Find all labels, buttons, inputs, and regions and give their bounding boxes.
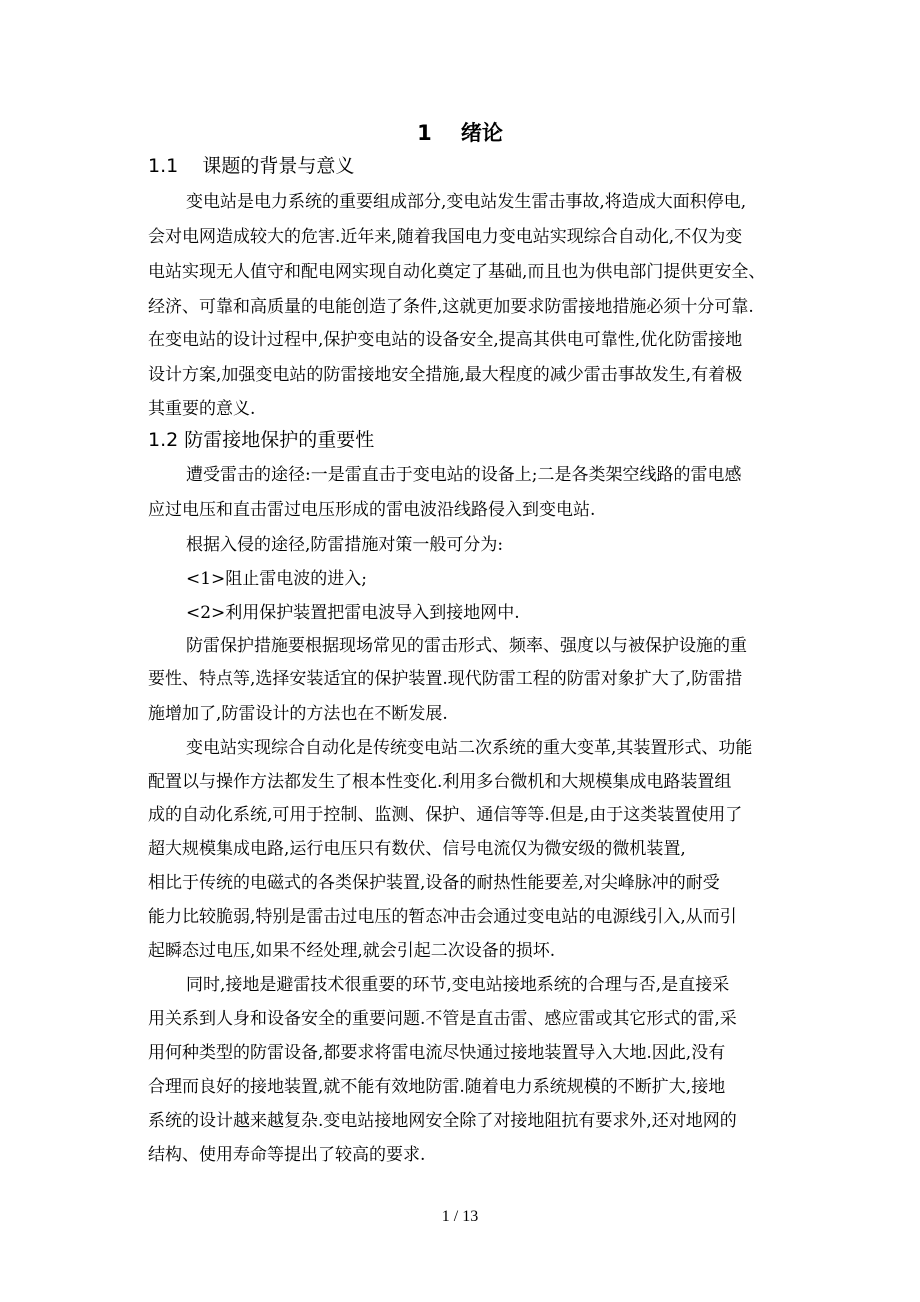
paragraph-line: 结构、使用寿命等提出了较高的要求. (148, 1145, 426, 1165)
paragraph-line: 用何种类型的防雷设备,都要求将雷电流尽快通过接地装置导入大地.因此,没有 (148, 1043, 726, 1063)
paragraph-line: <2>利用保护装置把雷电波导入到接地网中. (186, 603, 520, 623)
paragraph-line: 应过电压和直击雷过电压形成的雷电波沿线路侵入到变电站. (148, 500, 596, 520)
page-number: 1 / 13 (441, 1208, 479, 1225)
section-heading-1-1: 1.1 课题的背景与意义 (148, 155, 355, 177)
section-heading-1-2: 1.2 防雷接地保护的重要性 (148, 429, 375, 451)
paragraph-line: 其重要的意义. (148, 399, 256, 419)
paragraph-line: 经济、可靠和高质量的电能创造了条件,这就更加要求防雷接地措施必须十分可靠. (148, 297, 754, 317)
paragraph-line: 根据入侵的途径,防雷措施对策一般可分为: (186, 535, 504, 555)
paragraph-line: 相比于传统的电磁式的各类保护装置,设备的耐热性能要差,对尖峰脉冲的耐受 (148, 873, 720, 893)
paragraph-line: 电站实现无人值守和配电网实现自动化奠定了基础,而且也为供电部门提供更安全、 (148, 262, 766, 282)
paragraph-line: 用关系到人身和设备安全的重要问题.不管是直击雷、感应雷或其它形式的雷,采 (148, 1009, 737, 1029)
paragraph-line: 能力比较脆弱,特别是雷击过电压的暂态冲击会通过变电站的电源线引入,从而引 (148, 907, 737, 927)
paragraph-line: 设计方案,加强变电站的防雷接地安全措施,最大程度的减少雷击事故发生,有着极 (148, 365, 743, 385)
paragraph-line: 施增加了,防雷设计的方法也在不断发展. (148, 704, 448, 724)
paragraph-line: 成的自动化系统,可用于控制、监测、保护、通信等等.但是,由于这类装置使用了 (148, 805, 743, 825)
paragraph-line: 超大规模集成电路,运行电压只有数伏、信号电流仅为微安级的微机装置, (148, 839, 686, 859)
paragraph-line: 变电站是电力系统的重要组成部分,变电站发生雷击事故,将造成大面积停电, (186, 192, 747, 212)
paragraph-line: 系统的设计越来越复杂.变电站接地网安全除了对接地阻抗有要求外,还对地网的 (148, 1111, 737, 1131)
paragraph-line: 防雷保护措施要根据现场常见的雷击形式、频率、强度以与被保护设施的重 (186, 636, 747, 656)
paragraph-line: 配置以与操作方法都发生了根本性变化.利用多台微机和大规模集成电路装置组 (148, 772, 732, 792)
paragraph-line: 同时,接地是避雷技术很重要的环节,变电站接地系统的合理与否,是直接采 (186, 975, 730, 995)
paragraph-line: 合理而良好的接地装置,就不能有效地防雷.随着电力系统规模的不断扩大,接地 (148, 1077, 726, 1097)
paragraph-line: <1>阻止雷电波的进入; (186, 569, 368, 589)
paragraph-line: 在变电站的设计过程中,保护变电站的设备安全,提高其供电可靠性,优化防雷接地 (148, 330, 743, 350)
paragraph-line: 会对电网造成较大的危害.近年来,随着我国电力变电站实现综合自动化,不仅为变 (148, 227, 743, 247)
paragraph-line: 遭受雷击的途径:一是雷直击于变电站的设备上;二是各类架空线路的雷电感 (186, 465, 742, 485)
paragraph-line: 变电站实现综合自动化是传统变电站二次系统的重大变革,其装置形式、功能 (186, 738, 753, 758)
chapter-title: 1 绪论 (417, 121, 503, 145)
paragraph-line: 起瞬态过电压,如果不经处理,就会引起二次设备的损坏. (148, 941, 556, 961)
paragraph-line: 要性、特点等,选择安装适宜的保护装置.现代防雷工程的防雷对象扩大了,防雷措 (148, 669, 743, 689)
